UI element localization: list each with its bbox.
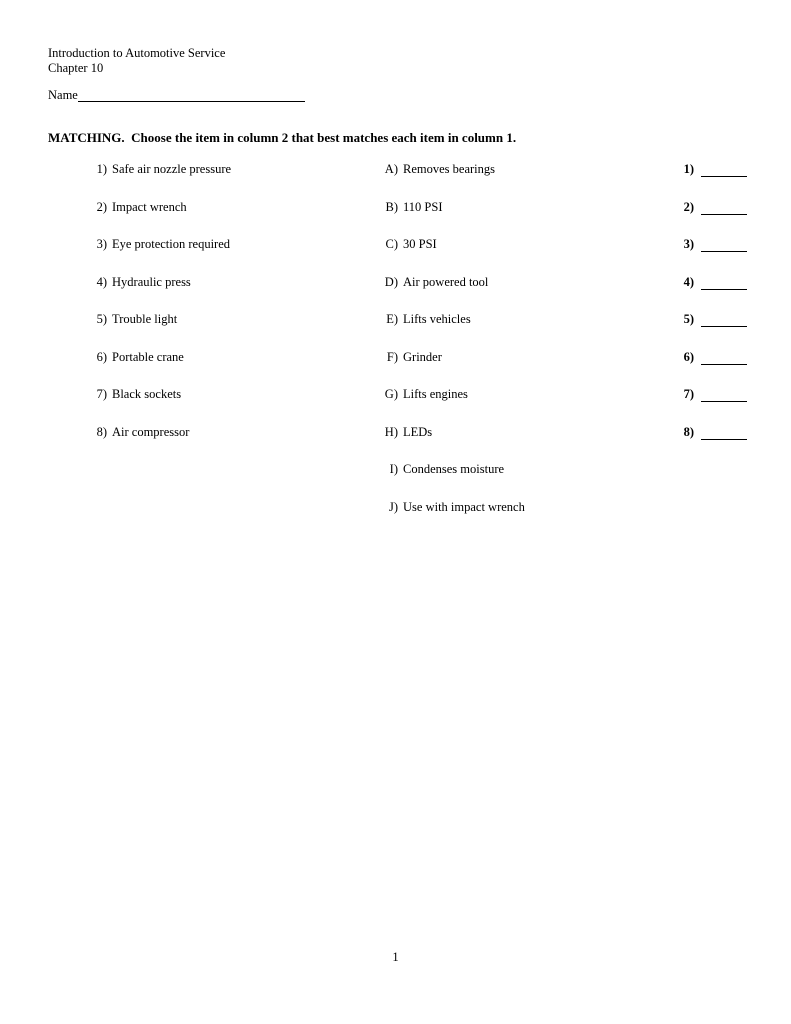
item-label: Safe air nozzle pressure [112,162,232,176]
item-number: 7) [96,387,107,402]
chapter-title: Chapter 10 [48,60,104,75]
answer-row [655,163,747,201]
answer-row [655,426,747,464]
option-label: Condenses moisture [403,462,505,477]
item-number: 4) [96,274,107,289]
answer-number: 1) [683,162,694,176]
answer-blank-line[interactable] [701,389,747,402]
answer-row [655,238,747,276]
name-blank-line[interactable] [78,89,305,102]
answer-number: 6) [683,349,694,364]
option-item [370,388,525,426]
matching-item [85,351,231,389]
matching-item [85,163,231,201]
option-item [370,351,525,389]
answer-row [655,201,747,239]
item-label: Air compressor [112,424,190,439]
name-label: Name [48,88,78,102]
option-letter: J) [388,499,398,514]
answer-column [655,163,747,463]
matching-column-2 [370,163,525,538]
item-number: 1) [96,162,107,176]
option-letter: G) [384,387,398,402]
option-label: Air powered tool [403,274,489,289]
answer-row [655,388,747,426]
item-number: 2) [96,199,107,214]
option-letter: H) [384,424,398,439]
option-letter: B) [385,199,398,214]
item-label: Impact wrench [112,199,187,214]
answer-blank-line[interactable] [701,427,747,440]
option-label: Removes bearings [403,162,495,176]
item-label: Trouble light [112,312,178,327]
option-item [370,238,525,276]
option-label: Lifts engines [403,387,468,402]
option-item [370,463,525,501]
matching-item [85,388,231,426]
option-letter: F) [386,349,398,364]
answer-number: 4) [683,274,694,289]
option-item [370,313,525,351]
course-title: Introduction to Automotive Service [48,46,226,60]
option-letter: E) [386,312,398,327]
item-label: Hydraulic press [112,274,191,289]
option-label: LEDs [403,424,433,439]
item-label: Eye protection required [112,237,231,252]
answer-blank-line[interactable] [701,314,747,327]
item-number: 8) [96,424,107,439]
answer-number: 2) [683,199,694,214]
option-letter: A) [384,162,398,176]
answer-blank-line[interactable] [701,164,747,177]
option-letter: I) [389,462,398,477]
item-number: 5) [96,312,107,327]
matching-item [85,201,231,239]
option-label: 30 PSI [403,237,437,252]
option-label: Grinder [403,349,442,364]
answer-blank-line[interactable] [701,277,747,290]
answer-blank-line[interactable] [701,239,747,252]
answer-number: 7) [683,387,694,402]
answer-number: 3) [683,237,694,252]
matching-column-1 [85,163,231,463]
option-item [370,201,525,239]
item-number: 3) [96,237,107,252]
option-label: Use with impact wrench [403,499,525,514]
matching-item [85,276,231,314]
item-number: 6) [96,349,107,364]
answer-row [655,351,747,389]
option-item [370,163,525,201]
answer-row [655,313,747,351]
answer-row [655,276,747,314]
option-item [370,276,525,314]
matching-item [85,238,231,276]
answer-blank-line[interactable] [701,202,747,215]
matching-instructions: MATCHING. Choose the item in column 2 that best matches each item in column 1. [48,130,517,145]
answer-number: 8) [683,424,694,439]
option-label: Lifts vehicles [403,312,471,327]
item-label: Portable crane [112,349,184,364]
matching-item [85,313,231,351]
option-item [370,501,525,539]
item-label: Black sockets [112,387,182,402]
matching-item [85,426,231,464]
option-letter: C) [385,237,398,252]
page-number: 1 [392,950,399,964]
answer-number: 5) [683,312,694,327]
option-label: 110 PSI [403,199,443,214]
document-header [48,46,225,75]
option-item [370,426,525,464]
answer-blank-line[interactable] [701,352,747,365]
option-letter: D) [384,274,398,289]
name-row [48,88,305,103]
